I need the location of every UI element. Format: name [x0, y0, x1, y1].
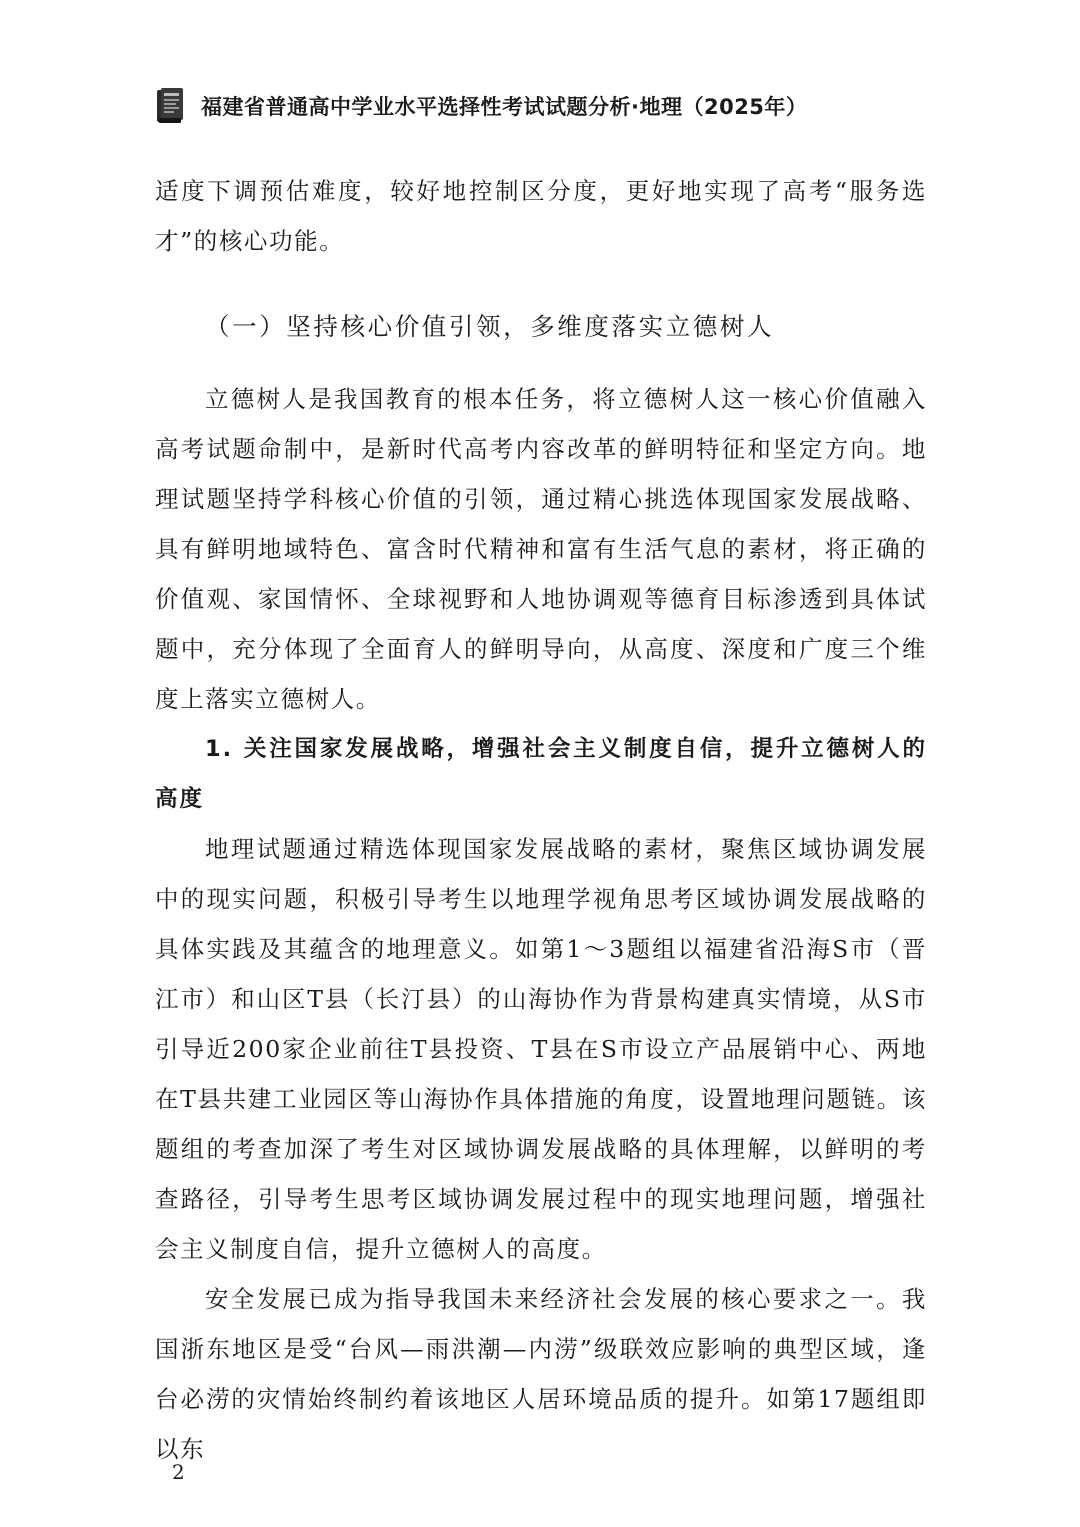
subsection-heading: 1. 关注国家发展战略，增强社会主义制度自信，提升立德树人的高度 [155, 736, 927, 812]
section-paragraph: 立德树人是我国教育的根本任务，将立德树人这一核心价值融入高考试题命制中，是新时代高考内容改革的鲜明特征和坚定方向。地理试题坚持学科核心价值的引领，通过精心挑选体现国家发展战略、具有鲜明地域特色、富含时代精神和富有生活气息的素材，将正确的价值观、家国情怀、全球视野和人地协调观等德育目标渗透到具体试题中，充分体现了全面育人的鲜明导向，从高度、深度和广度三个维度上落实立德树人。 [155, 385, 927, 713]
subsection-paragraph-2: 安全发展已成为指导我国未来经济社会发展的核心要求之一。我国浙东地区是受“台风—雨洪潮—内涝”级联效应影响的典型区域，逢台必涝的灾情始终制约着该地区人居环境品质的提升。如第17题组即以东 [155, 1285, 927, 1463]
page-number: 2 [172, 1460, 185, 1484]
subsection-paragraph-1: 地理试题通过精选体现国家发展战略的素材，聚焦区域协调发展中的现实问题，积极引导考生以地理学视角思考区域协调发展战略的具体实践及其蕴含的地理意义。如第1～3题组以福建省沿海S市（晋江市）和山区T县（长汀县）的山海协作为背景构建真实情境，从S市引导近200家企业前往T县投资、T县在S市设立产品展销中心、两地在T县共建工业园区等山海协作具体措施的角度，设置地理问题链。该题组的考查加深了考生对区域协调发展战略的具体理解，以鲜明的考查路径，引导考生思考区域协调发展过程中的现实地理问题，增强社会主义制度自信，提升立德树人的高度。 [155, 835, 927, 1263]
document-body [155, 166, 927, 1474]
section-heading: （一）坚持核心价值引领，多维度落实立德树人 [205, 312, 775, 341]
header-title: 福建省普通高中学业水平选择性考试试题分析·地理（2025年） [201, 95, 808, 119]
book-icon [155, 87, 185, 125]
page-header [155, 86, 975, 126]
intro-paragraph: 适度下调预估难度，较好地控制区分度，更好地实现了高考“服务选才”的核心功能。 [155, 177, 927, 255]
